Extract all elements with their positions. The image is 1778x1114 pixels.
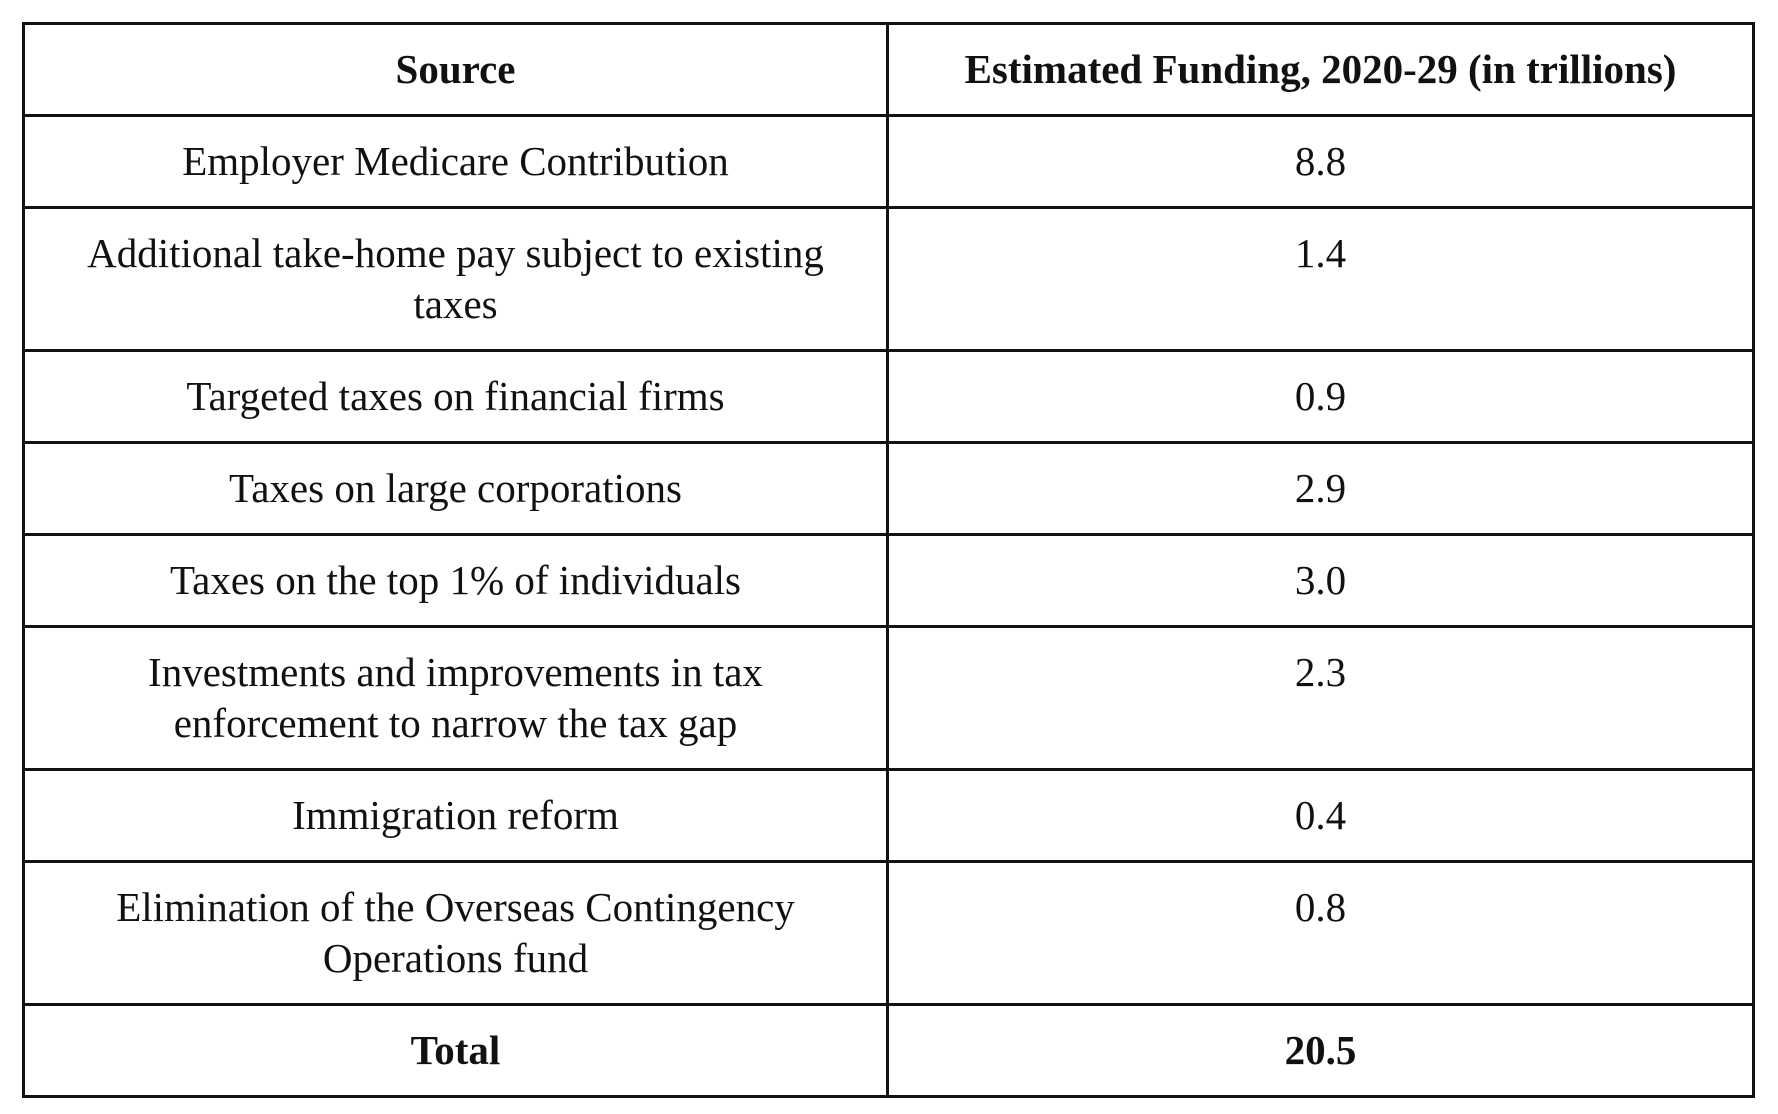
total-label: Total (24, 1005, 888, 1097)
funding-cell: 8.8 (888, 116, 1754, 208)
table-row (24, 535, 1754, 627)
table-row (24, 770, 1754, 862)
header-funding: Estimated Funding, 2020-29 (in trillions) (888, 24, 1754, 116)
table-row (24, 351, 1754, 443)
funding-cell: 2.3 (888, 627, 1754, 770)
table-row (24, 627, 1754, 770)
table-row (24, 862, 1754, 1005)
source-cell: Investments and improvements in tax enforcement to narrow the tax gap (24, 627, 888, 770)
source-cell: Elimination of the Overseas Contingency Operations fund (24, 862, 888, 1005)
source-cell: Immigration reform (24, 770, 888, 862)
funding-cell: 3.0 (888, 535, 1754, 627)
table-row (24, 208, 1754, 351)
source-cell: Additional take-home pay subject to existing taxes (24, 208, 888, 351)
funding-cell: 1.4 (888, 208, 1754, 351)
funding-cell: 2.9 (888, 443, 1754, 535)
total-row (24, 1005, 1754, 1097)
source-cell: Taxes on the top 1% of individuals (24, 535, 888, 627)
source-cell: Employer Medicare Contribution (24, 116, 888, 208)
funding-table-container (22, 22, 1755, 1098)
table-row (24, 116, 1754, 208)
source-cell: Taxes on large corporations (24, 443, 888, 535)
total-value: 20.5 (888, 1005, 1754, 1097)
table-row (24, 443, 1754, 535)
funding-cell: 0.8 (888, 862, 1754, 1005)
source-cell: Targeted taxes on financial firms (24, 351, 888, 443)
funding-cell: 0.4 (888, 770, 1754, 862)
funding-cell: 0.9 (888, 351, 1754, 443)
funding-table (22, 22, 1755, 1098)
table-header-row (24, 24, 1754, 116)
header-source: Source (24, 24, 888, 116)
